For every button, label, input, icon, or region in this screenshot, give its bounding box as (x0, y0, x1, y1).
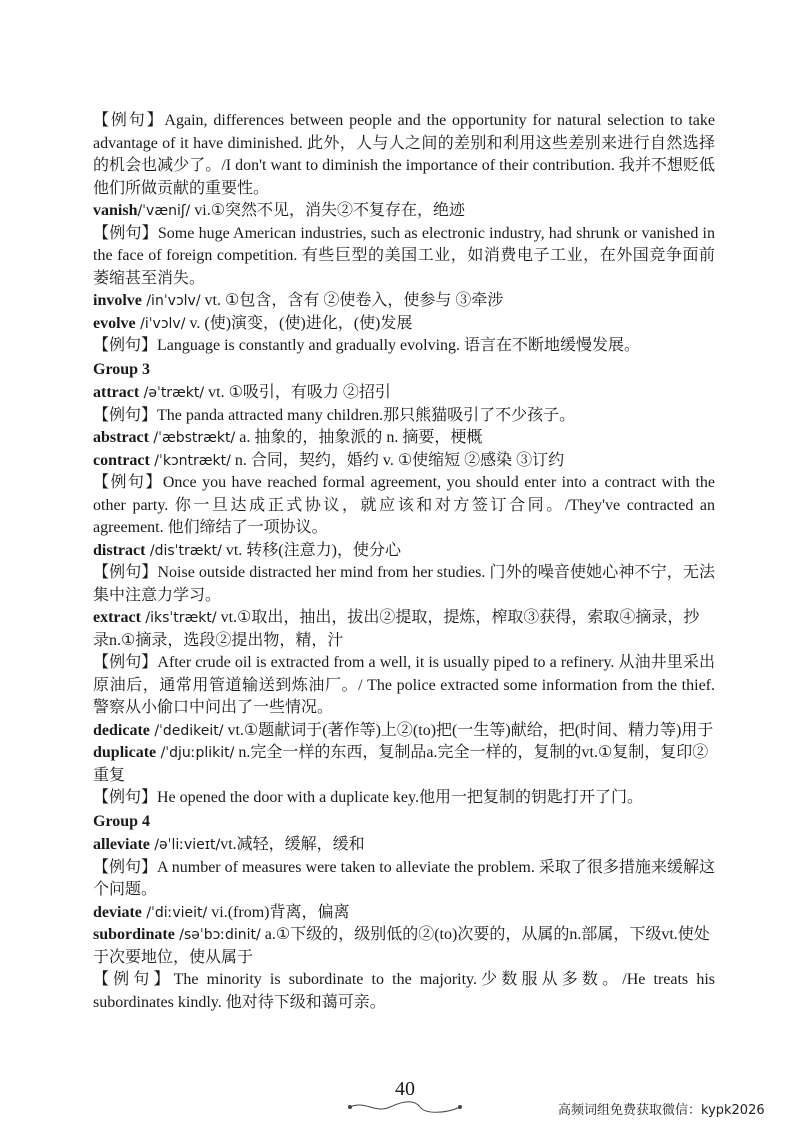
example-sentence: 【例句】He opened the door with a duplicate key.他用一把复制的钥匙打开了门。 (93, 789, 643, 806)
definition: vi.①突然不见，消失②不复存在，绝迹 (190, 202, 466, 219)
example-sentence: 【例句】The panda attracted many children.那只熊猫吸引了不少孩子。 (93, 406, 576, 424)
headword: alleviate (93, 836, 150, 853)
headword: deviate (93, 903, 142, 921)
word-entry (93, 427, 715, 450)
word-entry (93, 607, 715, 652)
word-entry (93, 924, 715, 969)
headword: extract (93, 609, 141, 626)
footer-ornament (340, 1100, 470, 1114)
headword: abstract (93, 429, 149, 446)
definition: vt.①取出，抽出，拔出②提取，提炼，榨取③获得，索取④摘录，抄录n.①摘录，选段②提出物，精，汁 (93, 609, 700, 649)
word-entry (93, 200, 715, 223)
definition: vt. ①吸引，有吸力 ②招引 (204, 384, 391, 401)
word-entry (93, 742, 715, 787)
headword: duplicate (93, 744, 157, 761)
group-heading: Group 4 (93, 812, 151, 830)
word-entry (93, 290, 715, 313)
phonetic: /əˈtrækt/ (139, 385, 205, 401)
definition: a.①下级的，级别低的②(to)次要的，从属的n.部属，下级vt.使处于次要地位，使从属于 (93, 926, 710, 966)
phonetic: /ˈkɔntrækt/ (149, 452, 231, 469)
phonetic: /əˈliːvieɪt/ (149, 837, 221, 853)
definition: vt.①题献词于(著作等)上②(to)把(一生等)献给，把(时间、精力等)用于 (223, 721, 714, 739)
definition: v. (使)演变，(使)进化，(使)发展 (185, 314, 413, 332)
phonetic: /ˈæbstrækt/ (148, 430, 236, 446)
definition: a. 抽象的，抽象派的 n. 摘要，梗概 (235, 429, 483, 446)
definition: n. 合同，契约，婚约 v. ①使缩短 ②感染 ③订约 (230, 451, 565, 469)
group-heading: Group 3 (93, 360, 151, 378)
definition: vt. ①包含，含有 ②使卷入，使参与 ③牵涉 (200, 292, 504, 309)
headword: evolve (93, 314, 136, 332)
page-number: 40 (395, 1078, 415, 1100)
phonetic: /ˈvæniʃ/ (137, 203, 191, 219)
example-sentence: 【例句】A number of measures were taken to alleviate the problem. 采取了很多措施来缓解这个问题。 (93, 858, 715, 898)
word-entry (93, 313, 715, 336)
definition: vt. 转移(注意力)，使分心 (221, 541, 401, 559)
phonetic: /səˈbɔːdinit/ (174, 927, 261, 943)
footer-note: 高频词组免费获取微信：kypk2026 (558, 1103, 765, 1118)
example-sentence: 【例句】Noise outside distracted her mind from her studies. 门外的噪音使她心神不宁，无法集中注意力学习。 (93, 564, 715, 604)
word-entry (93, 382, 715, 405)
headword: contract (93, 451, 150, 469)
phonetic: /inˈvɔlv/ (141, 293, 201, 309)
word-entry (93, 450, 715, 473)
example-sentence: 【例句】Language is constantly and gradually evolving. 语言在不断地缓慢发展。 (93, 337, 641, 354)
phonetic: /ˈdedikeit/ (149, 722, 224, 739)
headword: vanish (93, 202, 138, 219)
example-sentence: 【例句】After crude oil is extracted from a well, it is usually piped to a refinery. 从油井里采出原油后，通常用管道输送到炼油厂。/ The police extracted some information from the thief. 警察从小偷口中问出了一些情况。 (93, 654, 715, 716)
word-entry (93, 720, 715, 743)
phonetic: /disˈtrækt/ (145, 542, 222, 559)
phonetic: /iksˈtrækt/ (140, 610, 217, 626)
page-content (93, 110, 715, 1014)
example-sentence: 【例句】Some huge American industries, such as electronic industry, had shrunk or vanished in the face of foreign competition. 有些巨型的美国工业，如消费电子工业，在外国竞争面前萎缩甚至消失。 (93, 224, 715, 287)
headword: subordinate (93, 926, 175, 943)
word-entry (93, 834, 715, 857)
definition: n.完全一样的东西，复制品a.完全一样的，复制的vt.①复制，复印②重复 (93, 744, 709, 784)
headword: attract (93, 384, 140, 401)
phonetic: /ˈdjuːplikit/ (156, 745, 235, 761)
headword: dedicate (93, 721, 150, 739)
example-sentence: 【例句】The minority is subordinate to the majority.少数服从多数。/He treats his subordinates kindly. 他对待下级和蔼可亲。 (93, 971, 715, 1011)
word-entry (93, 540, 715, 563)
phonetic: /ˈdiːvieit/ (141, 904, 208, 921)
word-entry (93, 902, 715, 925)
definition: vi.(from)背离，偏离 (207, 903, 350, 921)
definition: vt.减轻，缓解，缓和 (220, 836, 365, 853)
phonetic: /iˈvɔlv/ (135, 315, 186, 332)
example-sentence: 【例句】Once you have reached formal agreement, you should enter into a contract with the other party. 你一旦达成正式协议，就应该和对方签订合同。/They've contracted an agreement. 他们缔结了一项协议。 (93, 474, 715, 536)
headword: involve (93, 292, 142, 309)
example-sentence: 【例句】Again, differences between people and the opportunity for natural selection to take advantage of it have diminished. 此外，人与人之间的差别和利用这些差别来进行自然选择的机会也减少了。/I don't want to diminish the importance of their contribution. 我并不想贬低他们所做贡献的重要性。 (93, 112, 715, 197)
headword: distract (93, 541, 146, 559)
